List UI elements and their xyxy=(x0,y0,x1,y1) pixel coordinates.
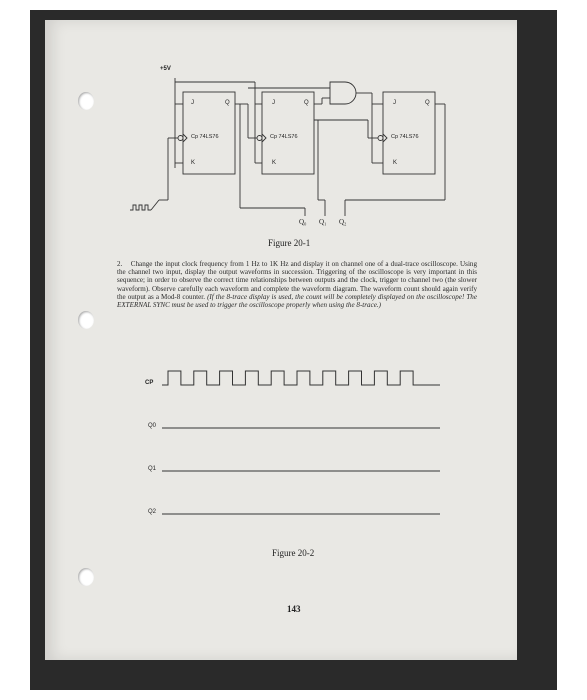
ff2-clock-label: Cp 74LS76 xyxy=(270,134,298,140)
figure-20-1-caption: Figure 20-1 xyxy=(268,238,311,248)
ff2-k-label: K xyxy=(272,160,277,166)
q2-label: Q2 xyxy=(148,509,157,515)
ff1-clock-label: Cp 74LS76 xyxy=(191,134,219,140)
clock-pulse-train xyxy=(162,371,440,385)
page-number: 143 xyxy=(287,604,301,614)
output-label-q1: Q₁ xyxy=(319,218,327,226)
q1-label: Q1 xyxy=(148,466,157,472)
cp-label: CP xyxy=(145,380,154,386)
ff3-j-label: J xyxy=(393,100,396,106)
supply-label: +5V xyxy=(160,66,171,72)
step-body: Change the input clock frequency from 1 Hz to 1K Hz and display it on channel one of a dual-trace oscilloscope. Using the channel two input, display the output waveforms in succession. Triggering of the oscilloscope is very important in this sequence; in order to observe the correct time relationships between outputs and the clock, trigger to channel two (the slower waveform). Observe carefully each waveform and complete the waveform diagram. The waveform count should again verify the output as a Mod-8 counter. xyxy=(117,260,478,301)
ff3-clock-label: Cp 74LS76 xyxy=(391,134,419,140)
step-number: 2. xyxy=(117,260,123,268)
ff1-q-label: Q xyxy=(225,100,230,106)
step-italic-note: (If the 8-trace display is used, the count will be completely displayed on the oscilloscope! The EXTERNAL SYNC must be used to trigger the oscilloscope properly when using the 8-trace.) xyxy=(117,292,477,310)
q0-label: Q0 xyxy=(148,423,157,429)
ff3-q-label: Q xyxy=(425,100,430,106)
cp-clock-waveform xyxy=(162,371,440,385)
ff1-j-label: J xyxy=(191,100,194,106)
ff2-j-label: J xyxy=(272,100,275,106)
output-label-q0: Q₀ xyxy=(299,218,307,226)
figure-20-2-caption: Figure 20-2 xyxy=(272,548,315,558)
ff3-k-label: K xyxy=(393,160,398,166)
ff1-k-label: K xyxy=(191,160,196,166)
output-label-q2: Q₂ xyxy=(339,218,347,226)
ff2-q-label: Q xyxy=(304,100,309,106)
